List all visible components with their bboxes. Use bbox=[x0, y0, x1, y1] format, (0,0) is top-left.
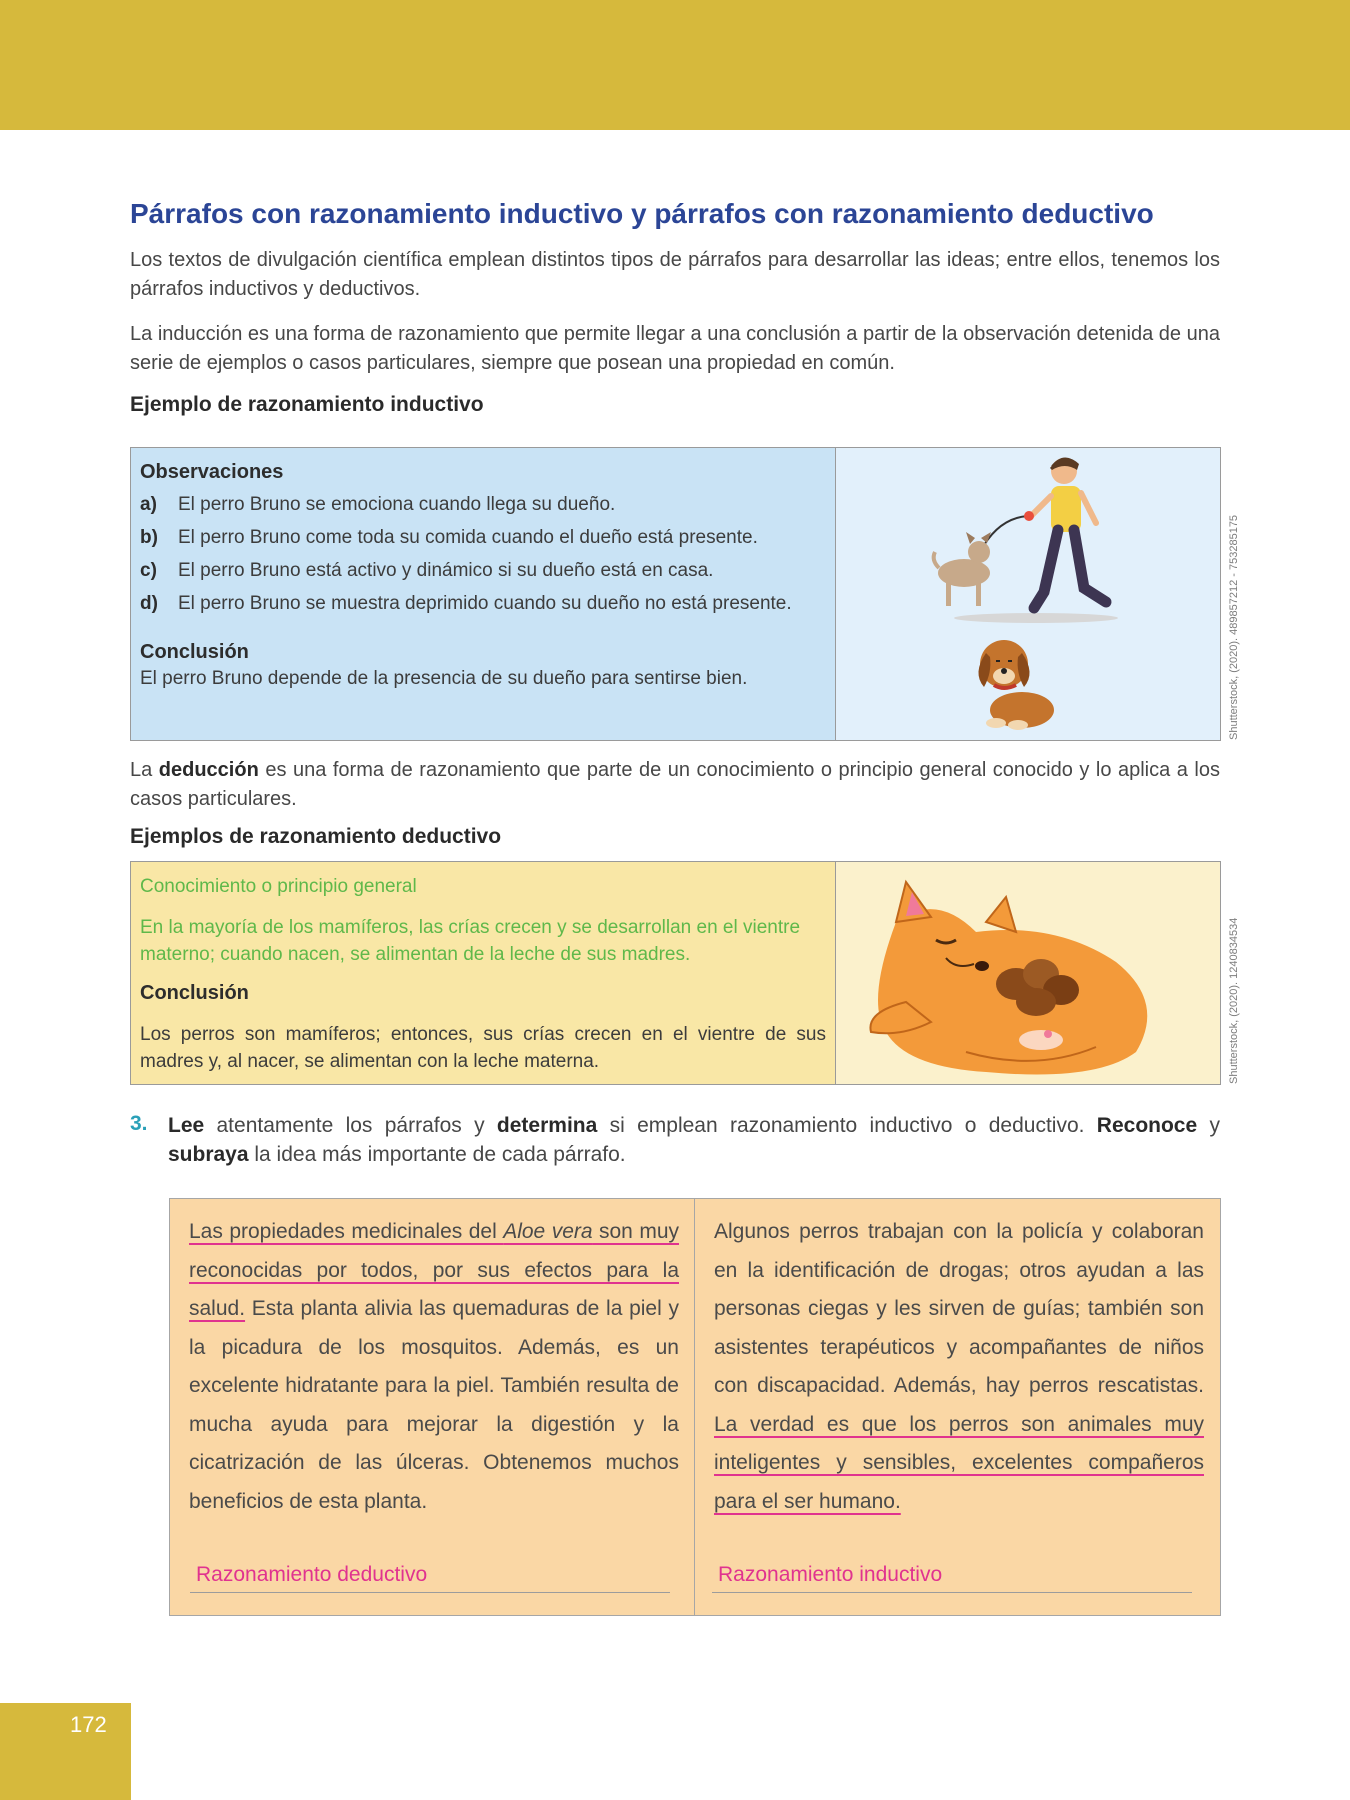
sad-puppy-icon bbox=[978, 640, 1054, 730]
dog-walking-icon bbox=[934, 532, 991, 606]
answer-field-right[interactable]: Razonamiento inductivo bbox=[712, 1563, 1192, 1593]
observation-item: c) El perro Bruno está activo y dinámico si su dueño está en casa. bbox=[140, 560, 714, 581]
page-title: Párrafos con razonamiento inductivo y párrafos con razonamiento deductivo bbox=[130, 198, 1154, 229]
deductive-heading: Ejemplos de razonamiento deductivo bbox=[130, 825, 502, 848]
column-divider bbox=[694, 1199, 695, 1615]
deductive-conclusion-label: Conclusión bbox=[140, 982, 249, 1004]
man-icon bbox=[1031, 457, 1106, 608]
answer-field-left[interactable]: Razonamiento deductivo bbox=[190, 1563, 670, 1593]
mother-dog-nursing-illustration bbox=[836, 862, 1220, 1084]
inductive-conclusion-label: Conclusión bbox=[140, 641, 249, 663]
inductive-text-panel bbox=[131, 448, 836, 740]
page-number: 172 bbox=[70, 1712, 107, 1737]
image-credit-2: Shutterstock, (2020). 1240834534 bbox=[1228, 917, 1240, 1084]
deduction-definition: La deducción es una forma de razonamiento que parte de un conocimiento o principio general conocido y lo aplica a los casos particulares. bbox=[130, 759, 1220, 810]
observations-label: Observaciones bbox=[140, 461, 284, 483]
deductive-text-panel bbox=[131, 862, 836, 1084]
activity-number: 3. bbox=[130, 1112, 148, 1135]
activity-instructions: Lee atentamente los párrafos y determina si emplean razonamiento inductivo o deductivo. Reconoce y subraya la idea más importante de cada párrafo. bbox=[168, 1114, 1220, 1166]
intro-paragraph: Los textos de divulgación científica emplean distintos tipos de párrafos para desarrollar las ideas; entre ellos, tenemos los párrafos inductivos y deductivos. bbox=[130, 249, 1220, 300]
paragraph-aloe-vera: Las propiedades medicinales del Aloe vera son muy reconocidas por todos, por sus efectos para la salud. Esta planta alivia las quemaduras de la piel y la picadura de los mosquitos. Además, es un excelente hidratante para la piel. También resulta de mucha ayuda para mejorar la digestión y la cicatrización de las úlceras. Obtenemos muchos beneficios de esta planta. bbox=[189, 1220, 679, 1513]
inductive-heading: Ejemplo de razonamiento inductivo bbox=[130, 393, 484, 416]
inductive-example-box bbox=[130, 447, 1221, 741]
main-idea-underline: Las propiedades medicinales del Aloe vera son muy reconocidas por todos, por sus efectos para la salud. bbox=[189, 1220, 679, 1320]
principle-label: Conocimiento o principio general bbox=[140, 876, 417, 897]
top-color-band bbox=[0, 0, 1350, 130]
deductive-example-box bbox=[130, 861, 1221, 1085]
induction-definition: La inducción es una forma de razonamiento que permite llegar a una conclusión a partir de la observación detenida de una serie de ejemplos o casos particulares, siempre que posean una propiedad en común. bbox=[130, 323, 1220, 374]
main-idea-underline: La verdad es que los perros son animales muy inteligentes y sensibles, excelentes compañeros para el ser humano. bbox=[714, 1412, 1204, 1513]
inductive-conclusion: El perro Bruno depende de la presencia de su dueño para sentirse bien. bbox=[140, 668, 748, 689]
paragraphs-activity-box bbox=[169, 1198, 1221, 1616]
man-walking-dog-illustration bbox=[836, 448, 1220, 740]
observation-item: d) El perro Bruno se muestra deprimido cuando su dueño no está presente. bbox=[140, 593, 792, 614]
image-credit-1: Shutterstock, (2020). 489857212 - 753285175 bbox=[1228, 514, 1240, 740]
principle-text: En la mayoría de los mamíferos, las crías crecen y se desarrollan en el vientre materno; cuando nacen, se alimentan de la leche de sus madres. bbox=[140, 917, 801, 965]
observations-list bbox=[140, 488, 830, 620]
deductive-conclusion: Los perros son mamíferos; entonces, sus crías crecen en el vientre de sus madres y, al nacer, se alimentan con la leche materna. bbox=[140, 1024, 826, 1072]
page-number-tab bbox=[0, 1703, 131, 1800]
observation-item: a) El perro Bruno se emociona cuando llega su dueño. bbox=[140, 494, 616, 515]
paragraph-dogs: Algunos perros trabajan con la policía y colaboran en la identificación de drogas; otros ayudan a las personas ciegas y les sirven de guías; también son asistentes terapéuticos y acompañantes de niños con discapacidad. Además, hay perros rescatistas. La verdad es que los perros son animales muy inteligentes y sensibles, excelentes compañeros para el ser humano. bbox=[714, 1220, 1204, 1513]
observation-item: b) El perro Bruno come toda su comida cuando el dueño está presente. bbox=[140, 527, 758, 548]
